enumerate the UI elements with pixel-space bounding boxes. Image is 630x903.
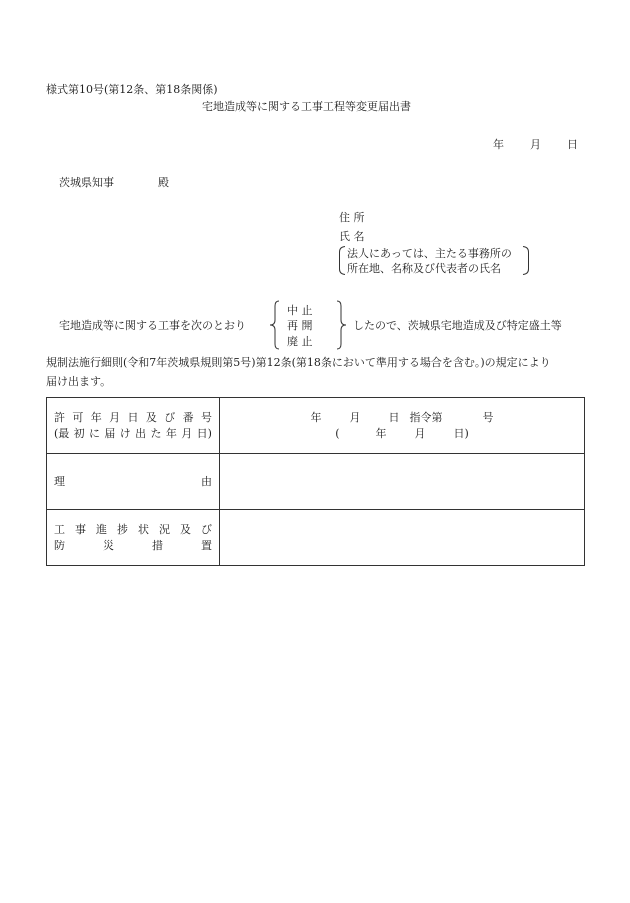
date-month: 月 <box>530 138 541 151</box>
body-line2: 規制法施行細則(令和7年茨城県規則第5号)第12条(第18条において準用する場合を含む。)の規定により <box>46 356 551 369</box>
option-abolish: 廃 止 <box>287 335 313 348</box>
date-year: 年 <box>493 138 504 151</box>
date-line <box>493 139 578 150</box>
reason-value[interactable] <box>220 454 585 510</box>
right-brace-icon <box>335 300 347 350</box>
address-label: 住 所 <box>339 211 365 224</box>
table-row <box>47 510 585 566</box>
progress-value[interactable] <box>220 510 585 566</box>
addressee-honorific: 殿 <box>158 176 169 189</box>
addressee-name: 茨城県知事 <box>59 176 114 189</box>
addressee <box>59 177 169 188</box>
permit-value[interactable]: 年 月 日 指令第 号 ( 年 月 日) <box>220 398 585 454</box>
option-suspend: 中 止 <box>287 304 313 317</box>
table-row <box>47 454 585 510</box>
left-brace-icon <box>269 300 281 350</box>
left-paren-icon <box>338 246 346 275</box>
details-table <box>46 397 585 566</box>
body-after: したので、茨城県宅地造成及び特定盛土等 <box>353 319 562 332</box>
form-number: 様式第10号(第12条、第18条関係) <box>46 83 218 96</box>
action-choice <box>269 300 349 350</box>
date-day: 日 <box>567 138 578 151</box>
body-lead: 宅地造成等に関する工事を次のとおり <box>59 319 246 332</box>
reason-label: 理 由 <box>47 454 220 510</box>
table-row <box>47 398 585 454</box>
name-label: 氏 名 <box>339 230 365 243</box>
corporate-note-line2: 所在地、名称及び代表者の氏名 <box>347 262 501 275</box>
progress-label: 工 事 進 捗 状 況 及 び 防 災 措 置 <box>47 510 220 566</box>
corporate-note-line1: 法人にあっては、主たる事務所の <box>347 247 512 260</box>
corporate-note <box>338 246 530 275</box>
form-title: 宅地造成等に関する工事工程等変更届出書 <box>202 100 411 113</box>
body-line3: 届け出ます。 <box>46 375 112 388</box>
option-resume: 再 開 <box>287 319 313 332</box>
right-paren-icon <box>522 246 530 275</box>
permit-label: 許 可 年 月 日 及 び 番 号 (最 初 に 届 け 出 た 年 月 日) <box>47 398 220 454</box>
